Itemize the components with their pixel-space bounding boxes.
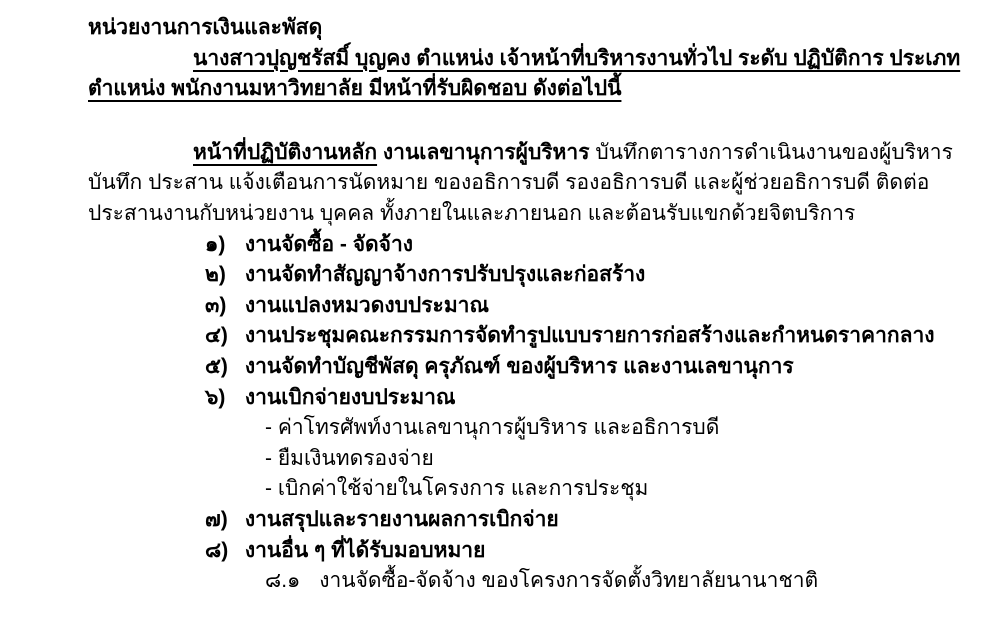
task-item-3	[88, 291, 931, 322]
task-3-number: ๓)	[205, 293, 227, 317]
task-item-8	[88, 536, 931, 567]
main-duty-intro-line	[88, 138, 953, 169]
task-item-1	[88, 230, 931, 261]
task-item-6	[88, 383, 931, 414]
assignment-intro-line-1	[88, 44, 961, 75]
main-duty-desc-line-1: บันทึกตารางการดำเนินงานของผู้บริหาร	[595, 140, 953, 164]
task-item-4	[88, 321, 935, 352]
main-duty-desc-line-3: ประสานงานกับหน่วยงาน บุคคล ทั้งภายในและภายนอก และต้อนรับแขกด้วยจิตบริการ	[88, 201, 856, 225]
task-1-text: งานจัดซื้อ - จัดจ้าง	[244, 232, 414, 256]
task-6-text: งานเบิกจ่ายงบประมาณ	[244, 385, 456, 409]
task-8-number: ๘)	[205, 538, 229, 562]
task-8-subitem-1-number: ๘.๑	[265, 569, 301, 593]
task-5-text: งานจัดทำบัญชีพัสดุ ครุภัณฑ์ ของผู้บริหาร และงานเลขานุการ	[244, 354, 794, 378]
main-duty-role: งานเลขานุการผู้บริหาร	[382, 140, 590, 164]
main-duty-heading: หน้าที่ปฏิบัติงานหลัก	[193, 140, 378, 164]
task-2-text: งานจัดทำสัญญาจ้างการปรับปรุงและก่อสร้าง	[244, 263, 646, 287]
assignment-intro-line-1-text: นางสาวปุญชรัสมิ์ บุญคง ตำแหน่ง เจ้าหน้าที่บริหารงานทั่วไป ระดับ ปฏิบัติการ ประเภท	[193, 46, 961, 70]
task-item-5	[88, 352, 931, 383]
task-8-subitem-1-text: งานจัดซื้อ-จัดจ้าง ของโครงการจัดตั้งวิทยาลัยนานาชาติ	[319, 569, 819, 593]
task-4-text: งานประชุมคณะกรรมการจัดทำรูปแบบรายการก่อสร้างและกำหนดราคากลาง	[244, 324, 935, 348]
task-8-subitem-1	[88, 566, 931, 597]
task-1-number: ๑)	[205, 232, 226, 256]
task-2-number: ๒)	[205, 263, 226, 287]
org-unit-line: หน่วยงานการเงินและพัสดุ	[88, 16, 323, 39]
task-5-number: ๕)	[205, 354, 228, 378]
main-duty-desc-line-2: บันทึก ประสาน แจ้งเตือนการนัดหมาย ของอธิการบดี รองอธิการบดี และผู้ช่วยอธิการบดี ติดต่อ	[88, 171, 930, 195]
task-6-subitem-3: - เบิกค่าใช้จ่ายในโครงการ และการประชุม	[265, 477, 649, 501]
task-4-number: ๔)	[205, 324, 228, 348]
task-6-subitem-2: - ยืมเงินทดรองจ่าย	[265, 446, 434, 470]
task-item-2	[88, 260, 931, 291]
task-item-7	[88, 505, 931, 536]
task-3-text: งานแปลงหมวดงบประมาณ	[244, 293, 489, 317]
assignment-intro-line-2-text: ตำแหน่ง พนักงานมหาวิทยาลัย มีหน้าที่รับผิดชอบ ดังต่อไปนี้	[88, 77, 622, 101]
task-7-text: งานสรุปและรายงานผลการเบิกจ่าย	[244, 507, 559, 531]
task-8-text: งานอื่น ๆ ที่ได้รับมอบหมาย	[244, 538, 486, 562]
task-6-subitem-1: - ค่าโทรศัพท์งานเลขานุการผู้บริหาร และอธิการบดี	[265, 416, 720, 440]
assignment-intro-line-2	[88, 74, 931, 105]
task-6-number: ๖)	[205, 385, 226, 409]
task-7-number: ๗)	[205, 507, 228, 531]
